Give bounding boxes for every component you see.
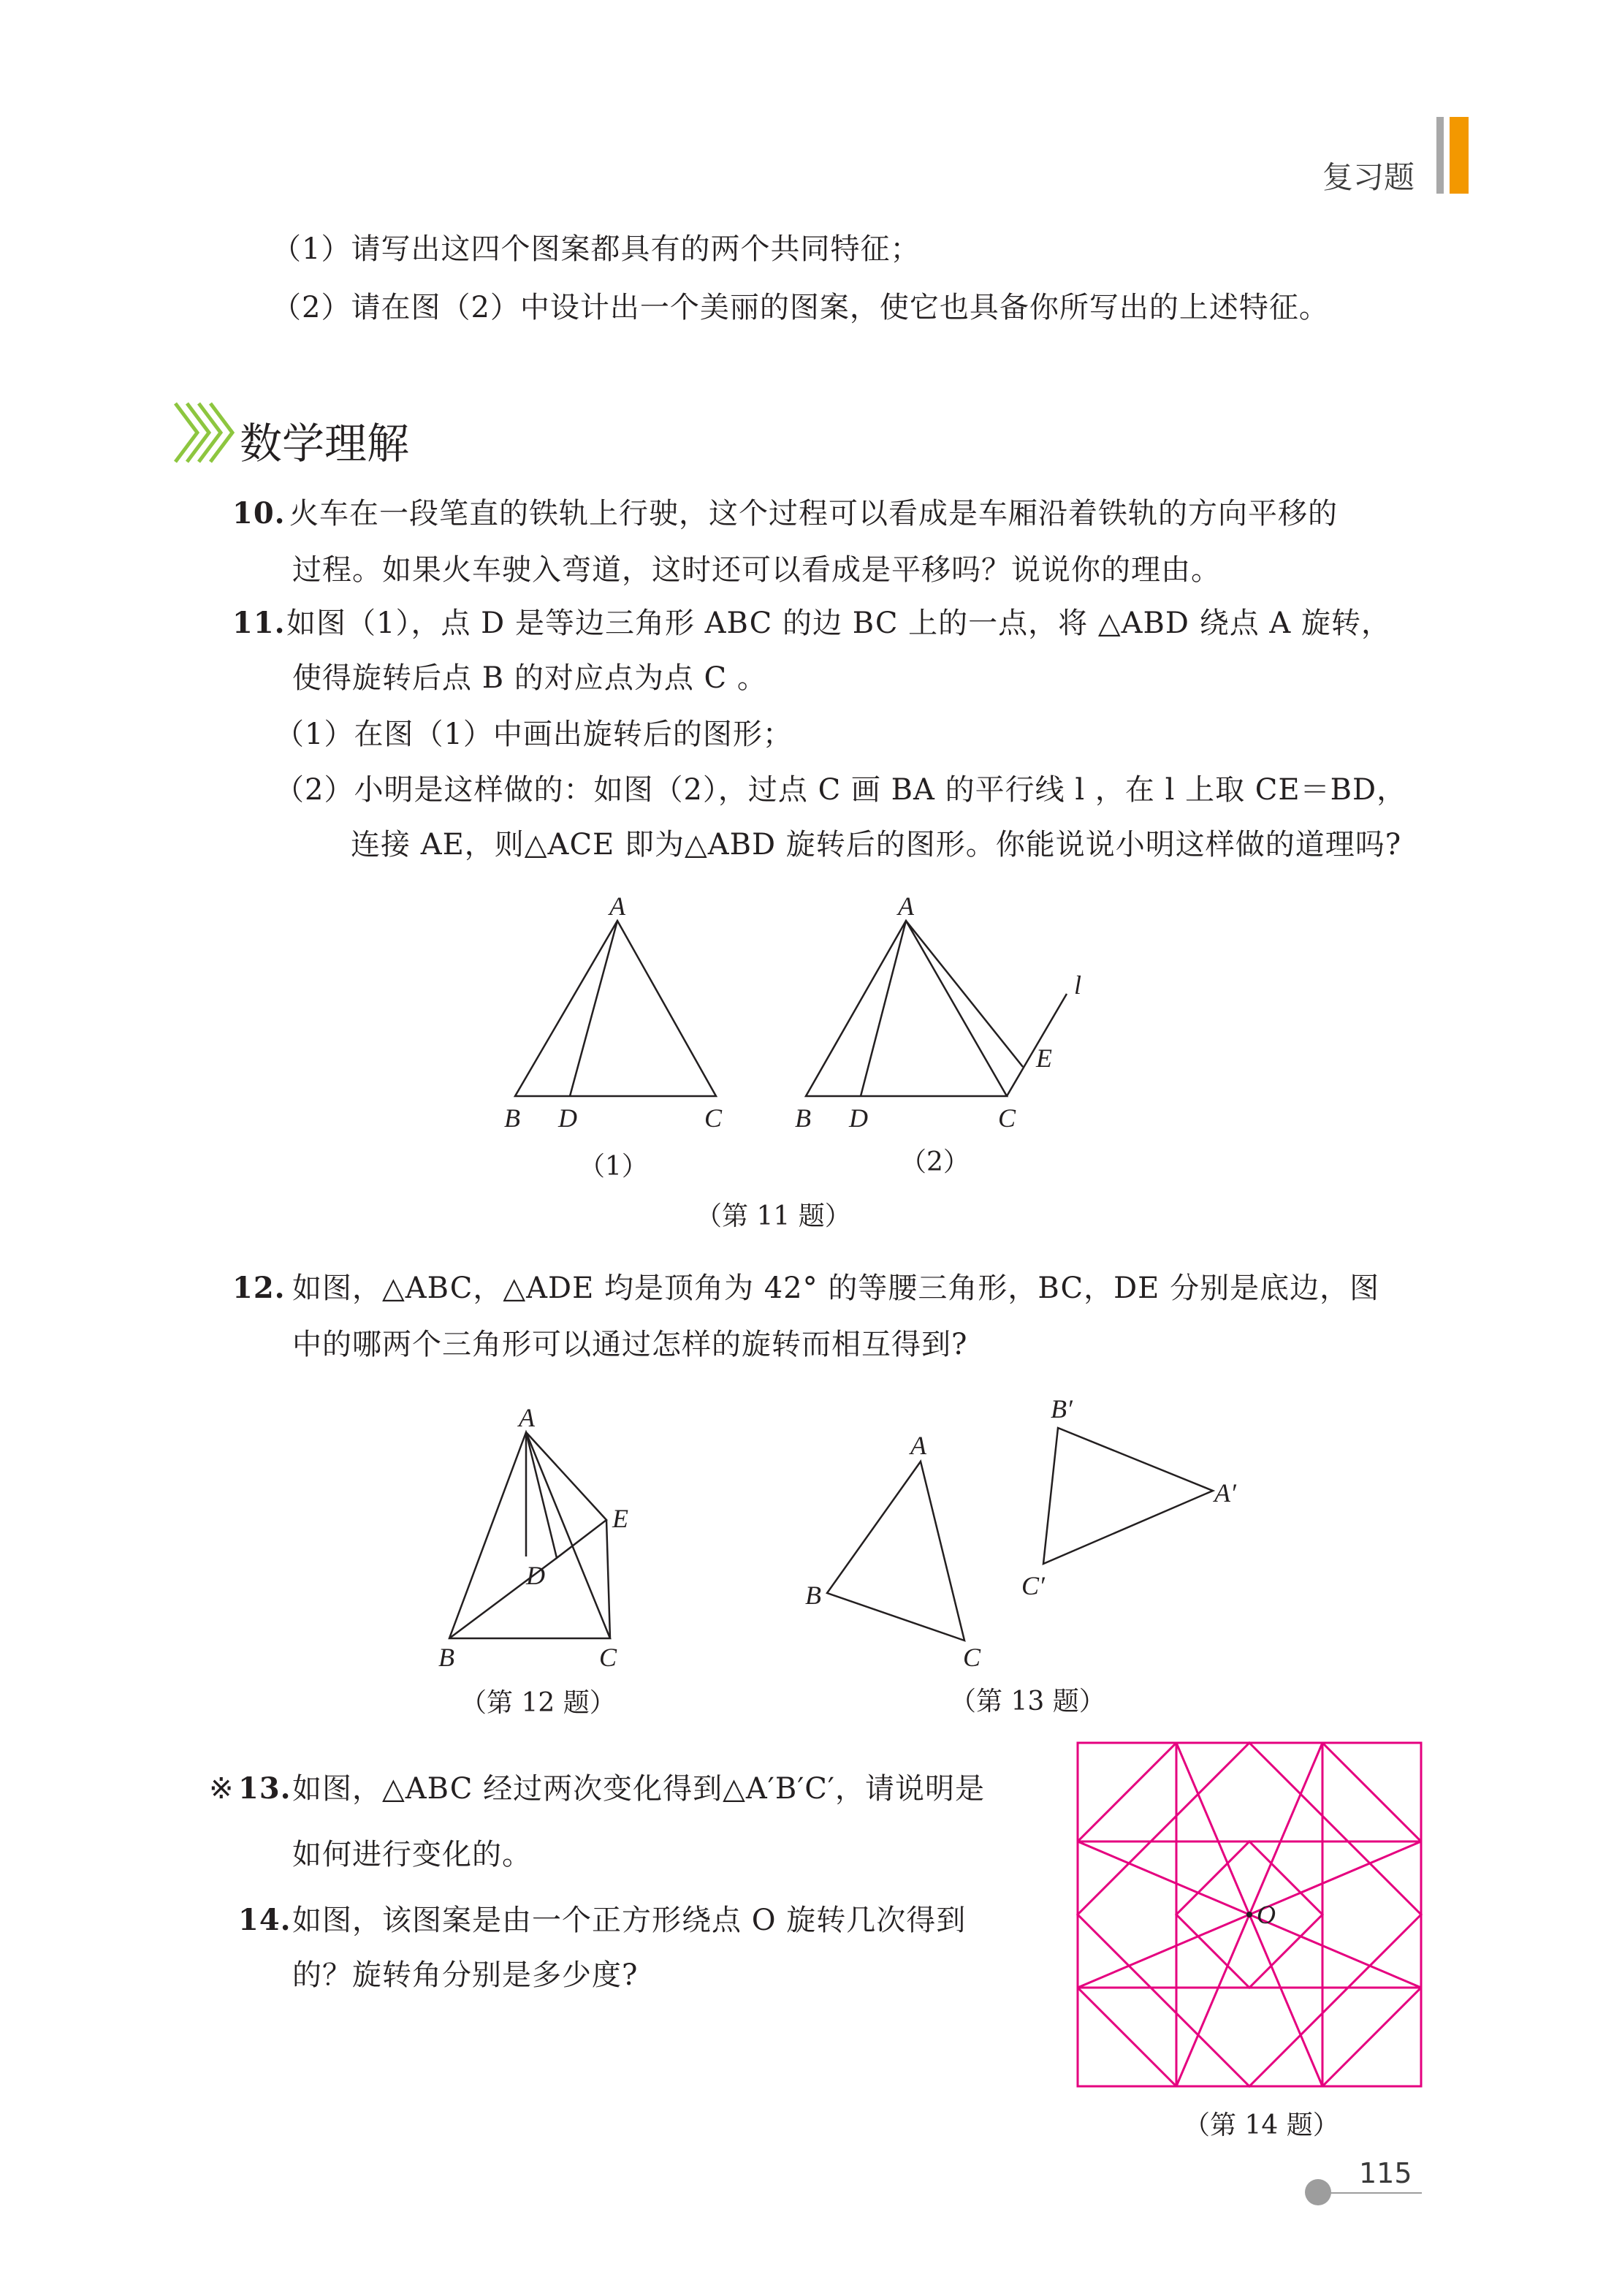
q12-line-1: 如图，△ABC，△ADE 均是顶角为 42° 的等腰三角形，BC，DE 分别是底边，图: [292, 1271, 1380, 1305]
q14-line-1: 如图，该图案是由一个正方形绕点 O 旋转几次得到: [292, 1904, 967, 1937]
fig14-label-O: O: [1257, 1900, 1276, 1929]
q11-line-4: （2）小明是这样做的：如图（2），过点 C 画 BA 的平行线 l ，在 l 上取 CE＝BD，: [275, 773, 1407, 807]
header-bar-gray: [1436, 117, 1444, 194]
fig11-2-label-D: D: [849, 1103, 868, 1133]
fig13-label-A: A: [910, 1431, 926, 1460]
fig11-1-label-D: D: [558, 1103, 577, 1133]
q14-line-2: 的？旋转角分别是多少度?: [292, 1958, 639, 1992]
fig11-1-segment-ad: [570, 921, 617, 1096]
fig11-1-label-A: A: [609, 892, 625, 921]
fig13-caption: （第 13 题）: [950, 1687, 1105, 1717]
fig13-label-B1: B′: [1051, 1394, 1073, 1423]
fig12-label-E: E: [612, 1504, 628, 1533]
footer-rule: [1328, 2192, 1422, 2194]
figure-11: [482, 884, 1140, 1147]
q10-line-2: 过程。如果火车驶入弯道，这时还可以看成是平移吗？说说你的理由。: [292, 553, 1221, 587]
fig13-label-A1: A′: [1214, 1478, 1236, 1508]
fig11-2-label-C: C: [998, 1103, 1016, 1133]
fig12-label-A: A: [519, 1403, 535, 1432]
fig14-point-o: [1246, 1912, 1252, 1917]
intro-line-2: （2）请在图（2）中设计出一个美丽的图案，使它也具备你所写出的上述特征。: [272, 291, 1329, 324]
fig12-label-D: D: [526, 1561, 545, 1590]
header-section-label: 复习题: [1322, 159, 1415, 195]
fig11-1-label-B: B: [504, 1103, 520, 1133]
q11-line-3: （1）在图（1）中画出旋转后的图形；: [275, 718, 793, 751]
fig11-sub-caption-1: （1）: [579, 1152, 648, 1182]
header-bar-orange: [1450, 117, 1469, 194]
q11-line-2: 使得旋转后点 B 的对应点为点 C 。: [292, 661, 767, 695]
fig11-1-triangle-abc: [515, 921, 716, 1096]
page-number: 115: [1359, 2157, 1412, 2189]
fig11-2-label-B: B: [795, 1103, 811, 1133]
q13-number: 13.: [238, 1771, 292, 1806]
fig11-1-label-C: C: [704, 1103, 723, 1133]
section-title: 数学理解: [240, 419, 410, 468]
fig11-2-segment-ae: [906, 921, 1023, 1067]
fig12-label-C: C: [599, 1643, 617, 1672]
q13-line-1: 如图，△ABC 经过两次变化得到△A′B′C′，请说明是: [292, 1772, 985, 1806]
section-chevron-icon: [172, 398, 238, 468]
q12-number: 12.: [232, 1271, 286, 1305]
q12-line-2: 中的哪两个三角形可以通过怎样的旋转而相互得到?: [292, 1328, 968, 1361]
fig11-sub-caption-2: （2）: [900, 1147, 970, 1177]
figure-12: [424, 1396, 658, 1688]
fig12-caption: （第 12 题）: [460, 1688, 616, 1718]
fig14-caption: （第 14 题）: [1184, 2110, 1339, 2140]
page-dot-icon: [1305, 2179, 1331, 2205]
fig11-2-label-E: E: [1036, 1044, 1052, 1073]
q11-line-5: 连接 AE，则△ACE 即为△ABD 旋转后的图形。你能说说小明这样做的道理吗?: [351, 828, 1402, 862]
fig11-2-label-A: A: [898, 892, 914, 921]
q13-mark: ※: [209, 1772, 235, 1806]
fig13-label-C: C: [963, 1643, 981, 1672]
q13-line-2: 如何进行变化的。: [292, 1838, 532, 1871]
fig13-label-B: B: [805, 1581, 821, 1610]
q11-number: 11.: [232, 606, 286, 640]
fig11-2-segment-ad: [861, 921, 906, 1096]
fig11-2-label-l: l: [1074, 970, 1082, 1000]
intro-line-1: （1）请写出这四个图案都具有的两个共同特征；: [272, 232, 921, 266]
fig12-label-B: B: [438, 1643, 454, 1672]
q10-line-1: 火车在一段笔直的铁轨上行驶，这个过程可以看成是车厢沿着铁轨的方向平移的: [289, 497, 1338, 531]
q11-line-1: 如图（1），点 D 是等边三角形 ABC 的边 BC 上的一点，将 △ABD 绕点 A 旋转，: [286, 607, 1392, 640]
figure-14: [1074, 1739, 1425, 2090]
q14-number: 14.: [238, 1903, 292, 1937]
fig11-caption: （第 11 题）: [696, 1201, 851, 1231]
q10-number: 10.: [232, 496, 286, 531]
figure-13: [789, 1388, 1257, 1681]
fig13-label-C1: C′: [1021, 1571, 1045, 1600]
